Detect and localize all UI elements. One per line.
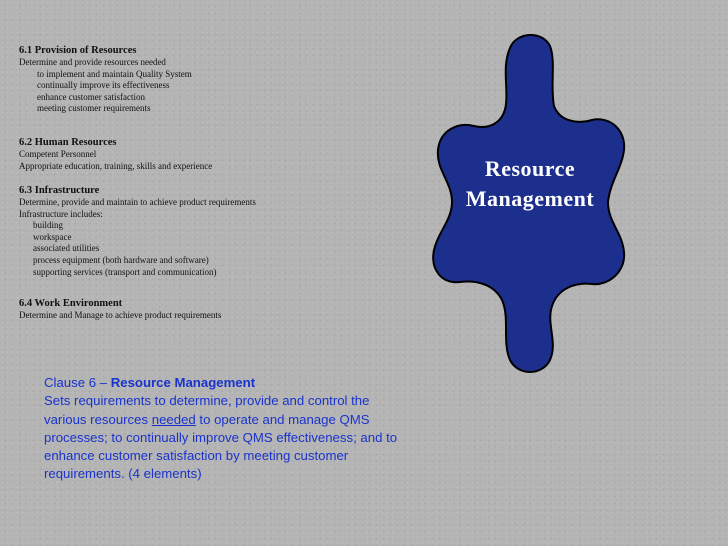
section-line: to implement and maintain Quality System (37, 68, 192, 79)
puzzle-title-line: Management (465, 186, 595, 211)
section-line: Determine and provide resources needed (19, 57, 166, 67)
section-heading: 6.4 Work Environment (19, 298, 123, 309)
puzzle-title (432, 154, 628, 214)
clause-underlined-word: needed (151, 411, 196, 427)
section-line: associated utilities (33, 243, 100, 254)
section-line: Determine, provide and maintain to achieve product requirements (19, 197, 256, 207)
section-heading: 6.3 Infrastructure (19, 185, 100, 196)
section-line: continually improve its effectiveness (37, 80, 170, 91)
clause-summary (44, 374, 414, 484)
section-infrastructure (19, 184, 256, 278)
section-line: supporting services (transport and communication) (33, 266, 217, 277)
clause-title: Resource Management (110, 375, 256, 390)
clause-text: to operate and manage QMS processes; to continually improve QMS effectiveness; and to enhance customer satisfaction by meeting customer requirements. (4 elements) (44, 411, 398, 482)
section-line: process equipment (both hardware and software) (33, 254, 209, 265)
section-line: workspace (33, 231, 72, 242)
section-line: Infrastructure includes: (19, 208, 103, 219)
section-line: building (33, 220, 64, 231)
clause-prefix: Clause 6 – (44, 375, 111, 390)
section-line: Determine and Manage to achieve product requirements (19, 310, 222, 320)
section-provision-of-resources (19, 44, 192, 115)
clause-text: Sets requirements to determine, provide and control the various resources (44, 393, 370, 427)
section-heading: 6.1 Provision of Resources (19, 45, 137, 56)
section-human-resources (19, 136, 212, 172)
puzzle-title-line: Resource (484, 156, 576, 181)
section-line: enhance customer satisfaction (37, 91, 145, 102)
section-line: Appropriate education, training, skills and experience (19, 160, 213, 171)
section-work-environment (19, 297, 221, 322)
section-line: meeting customer requirements (37, 103, 151, 114)
section-line: Competent Personnel (19, 149, 97, 159)
section-heading: 6.2 Human Resources (19, 137, 117, 148)
